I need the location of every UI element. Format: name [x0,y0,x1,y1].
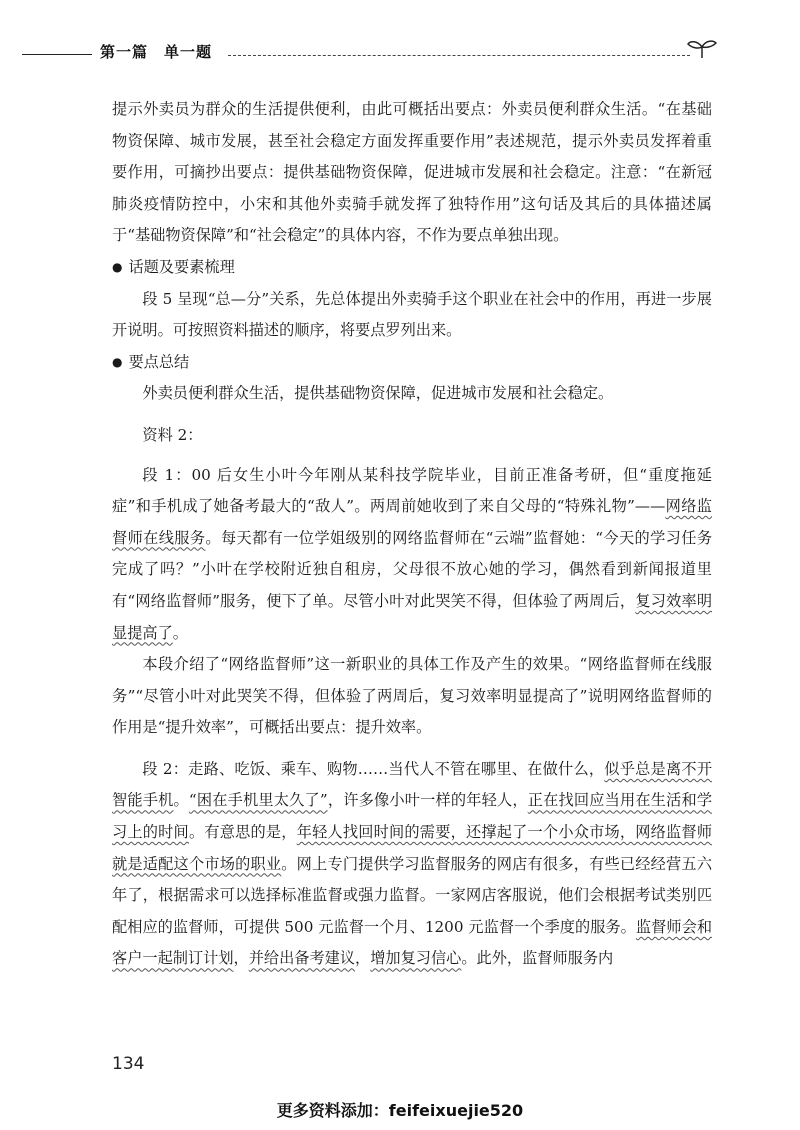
text-run: 。每天都有一位学姐级别的网络监督师在“云端”监督她：“今天的学习任务完成了吗？”小叶在学校附近独自租房，父母很不放心她的学习，偶然看到新闻报道里有“网络监督师”服务，便下了单。尽管小叶对此哭笑不得，但体验了两周后， [112,528,713,610]
wavy-underline-text: 复习效率明显提高了 [112,591,713,642]
page-body [112,94,712,975]
section-heading-summary [112,347,712,379]
section-heading-topic [112,252,712,284]
bullet-icon: ● [112,259,123,274]
paragraph-summary: 外卖员便利群众生活，提供基础物资保障，促进城市发展和社会稳定。 [142,384,614,403]
sprout-icon [686,36,718,60]
page-header [0,38,800,68]
bullet-label: 要点总结 [128,352,190,371]
wavy-underline-text: 网络监督师在线服务 [112,497,712,547]
paragraph-continuation: 提示外卖员为群众的生活提供便利，由此可概括出要点：外卖员便利群众生活。“在基础物资保障、城市发展，甚至社会稳定方面发挥重要作用”表述规范，提示外卖员发挥着重要作用，可摘抄出要点：提供基础物资保障，促进城市发展和社会稳定。注意：“在新冠肺炎疫情防控中，小宋和其他外卖骑手就发挥了独特作用”这句话及其后的具体描述属于“基础物资保障”和“社会稳定”的具体内容，不作为要点单独出现。 [112,100,712,245]
source-paragraph-1 [112,460,712,650]
text-run: 段 1：00 后女生小叶今年刚从某科技学院毕业，目前正准备考研，但“重度拖延症”和手机成了她备考最大的“敌人”。两周前她收到了来自父母的“特殊礼物”—— [112,465,712,516]
bullet-icon: ● [112,354,123,369]
source-label: 资料 2： [142,425,203,444]
wavy-underline-text: 年轻人找回时间的需要，还撑起了一个小众市场，网络监督师就是适配这个市场的职业 [112,823,713,873]
text-run: 。 [173,791,189,810]
wavy-underline-text: “困在手机里太久了” [188,791,328,810]
wavy-underline-text: 并给出备考建议 [248,949,355,968]
text-run: 。 [172,623,188,642]
text-run: ，许多像小叶一样的年轻人， [327,791,528,810]
text-run: ， [233,949,249,968]
wavy-underline-text: 似乎总是离不开智能手机 [112,759,713,810]
text-run: ， [355,949,371,968]
header-title: 第一篇 单一题 [100,43,213,61]
header-rule-right [228,55,690,56]
text-run: 。有意思的是， [188,823,297,842]
bullet-label: 话题及要素梳理 [128,257,235,276]
text-run: 。此外，监督师服务内 [461,949,614,968]
source-paragraph-2 [112,754,712,975]
text-run: 。网上专门提供学习监督服务的网店有很多，有些已经经营五六年了，根据需求可以选择标准监督或强力监督。一家网店客服说，他们会根据考试类别匹配相应的监督师，可提供 500 元监督一个月、1200 元监督一个季度的服务。 [112,854,713,936]
text-run: 段 2：走路、吃饭、乘车、购物……当代人不管在哪里、在做什么， [142,759,605,778]
wavy-underline-text: 正在找回应当用在生活和学习上的时间 [112,791,713,842]
page-number: 134 [112,1054,145,1074]
header-rule-left [22,54,92,55]
wavy-underline-text: 增加复习信心 [370,949,462,968]
wavy-underline-text: 监督师会和客户一起制订计划 [112,917,713,968]
footer-note: 更多资料添加：feifeixuejie520 [276,1101,524,1120]
analysis-paragraph: 本段介绍了“网络监督师”这一新职业的具体工作及产生的效果。“网络监督师在线服务”“尽管小叶对此哭笑不得，但体验了两周后，复习效率明显提高了”说明网络监督师的作用是“提升效率”，可概括出要点：提升效率。 [112,655,712,737]
paragraph-topic: 段 5 呈现“总—分”关系，先总体提出外卖骑手这个职业在社会中的作用，再进一步展开说明。可按照资料描述的顺序，将要点罗列出来。 [112,289,712,340]
